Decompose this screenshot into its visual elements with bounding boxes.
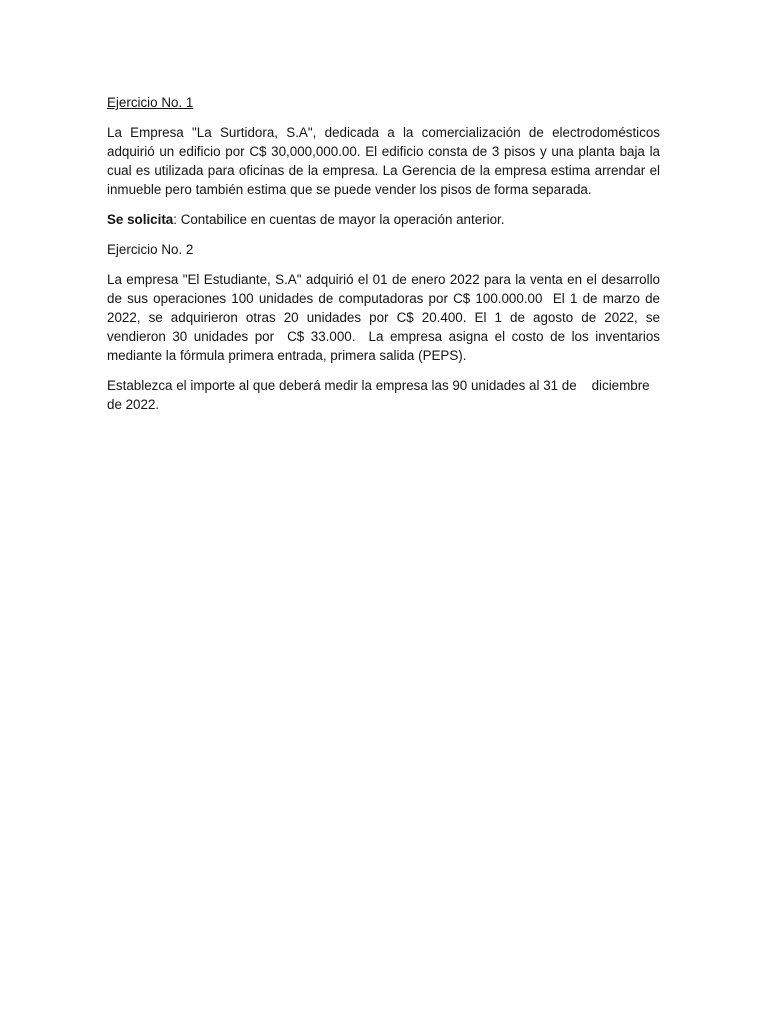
exercise-2-line: de sus operaciones 100 unidades de computadoras por C$ 100.000.00 El 1 de marzo de <box>107 291 660 306</box>
exercise-1-line: cual es utilizada para oficinas de la empresa. La Gerencia de la empresa estima arrendar el <box>107 163 660 178</box>
exercise-1-statement <box>107 123 660 199</box>
exercise-2-question-line: de 2022. <box>107 397 160 412</box>
exercise-1-request <box>107 210 660 229</box>
exercise-2-line: vendieron 30 unidades por C$ 33.000. La empresa asigna el costo de los inventarios <box>107 329 660 344</box>
exercise-1-line: adquirió un edificio por C$ 30,000,000.00. El edificio consta de 3 pisos y una planta baja la <box>107 144 660 159</box>
document-content <box>107 93 660 425</box>
exercise-2-line: 2022, se adquirieron otras 20 unidades por C$ 20.400. El 1 de agosto de 2022, se <box>107 310 660 325</box>
exercise-2-line: mediante la fórmula primera entrada, primera salida (PEPS). <box>107 348 467 363</box>
request-text: : Contabilice en cuentas de mayor la operación anterior. <box>173 212 505 227</box>
exercise-2-question <box>107 376 660 414</box>
exercise-2-line: La empresa "El Estudiante, S.A" adquirió el 01 de enero 2022 para la venta en el desarrollo <box>107 272 660 287</box>
exercise-2-question-line: Establezca el importe al que deberá medir la empresa las 90 unidades al 31 de diciembre <box>107 378 650 393</box>
exercise-1-line: La Empresa "La Surtidora, S.A", dedicada a la comercialización de electrodomésticos <box>107 125 660 140</box>
request-label: Se solicita <box>107 212 174 227</box>
exercise-1-line: inmueble pero también estima que se puede vender los pisos de forma separada. <box>107 182 592 197</box>
exercise-2-heading: Ejercicio No. 2 <box>107 242 194 257</box>
exercise-1-heading: Ejercicio No. 1 <box>107 95 194 110</box>
exercise-2-statement <box>107 270 660 365</box>
